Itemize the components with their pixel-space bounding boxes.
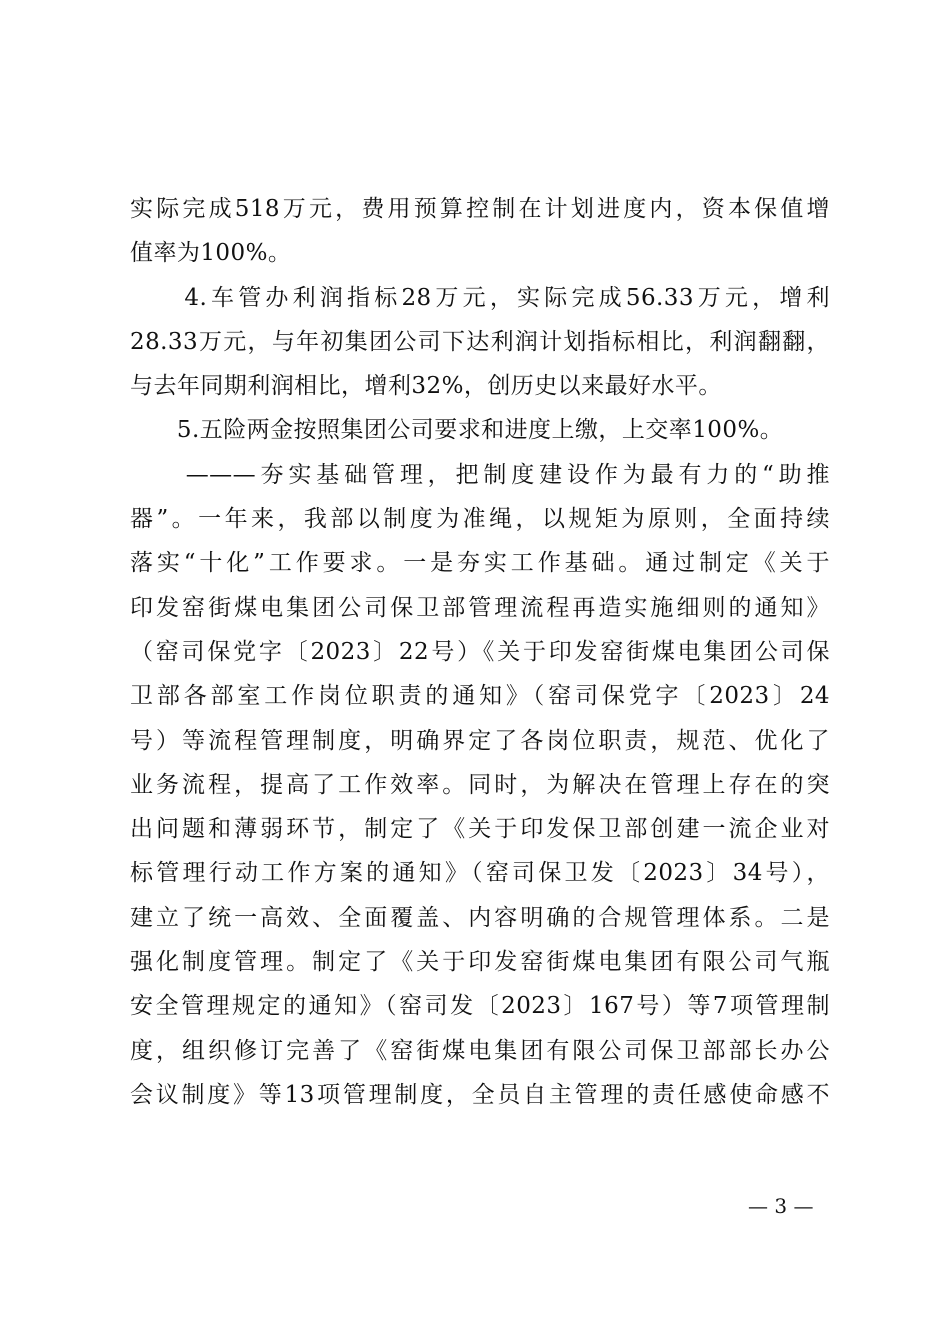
text-line-11: （窑司保党字〔2023〕22号）《关于印发窑街煤电集团公司保 [130,638,830,665]
text-line-6: 5.五险两金按照集团公司要求和进度上缴，上交率100%。 [130,417,784,444]
page-number: — 3 — [748,1194,814,1218]
text-line-5: 与去年同期利润相比，增利32%，创历史以来最好水平。 [130,373,722,400]
text-line-18: 强化制度管理。制定了《关于印发窑街煤电集团有限公司气瓶 [130,949,830,976]
text-line-7: ———夯实基础管理，把制度建设作为最有力的“助推 [130,461,830,488]
text-line-21: 会议制度》等13项管理制度，全员自主管理的责任感使命感不 [130,1081,830,1108]
text-line-9: 落实“十化”工作要求。一是夯实工作基础。通过制定《关于 [130,550,830,577]
text-line-15: 出问题和薄弱环节，制定了《关于印发保卫部创建一流企业对 [130,816,830,843]
text-line-20: 度，组织修订完善了《窑街煤电集团有限公司保卫部部长办公 [130,1037,830,1064]
text-line-4: 28.33万元，与年初集团公司下达利润计划指标相比，利润翻翻， [130,328,830,355]
text-line-3: 4.车管办利润指标28万元，实际完成56.33万元，增利 [130,284,830,311]
text-line-10: 印发窑街煤电集团公司保卫部管理流程再造实施细则的通知》 [130,594,830,621]
text-line-1: 实际完成518万元，费用预算控制在计划进度内，资本保值增 [130,196,830,222]
text-line-13: 号）等流程管理制度，明确界定了各岗位职责，规范、优化了 [130,727,830,754]
text-line-17: 建立了统一高效、全面覆盖、内容明确的合规管理体系。二是 [130,904,830,931]
text-line-12: 卫部各部室工作岗位职责的通知》（窑司保党字〔2023〕24 [130,683,830,710]
text-line-16: 标管理行动工作方案的通知》（窑司保卫发〔2023〕34号）， [130,860,830,887]
text-line-8: 器”。一年来，我部以制度为准绳，以规矩为原则，全面持续 [130,506,830,533]
body-text [130,187,830,1117]
text-line-14: 业务流程，提高了工作效率。同时，为解决在管理上存在的突 [130,771,830,798]
text-line-19: 安全管理规定的通知》（窑司发〔2023〕167号）等7项管理制 [130,993,830,1020]
text-line-2: 值率为100%。 [130,240,292,267]
